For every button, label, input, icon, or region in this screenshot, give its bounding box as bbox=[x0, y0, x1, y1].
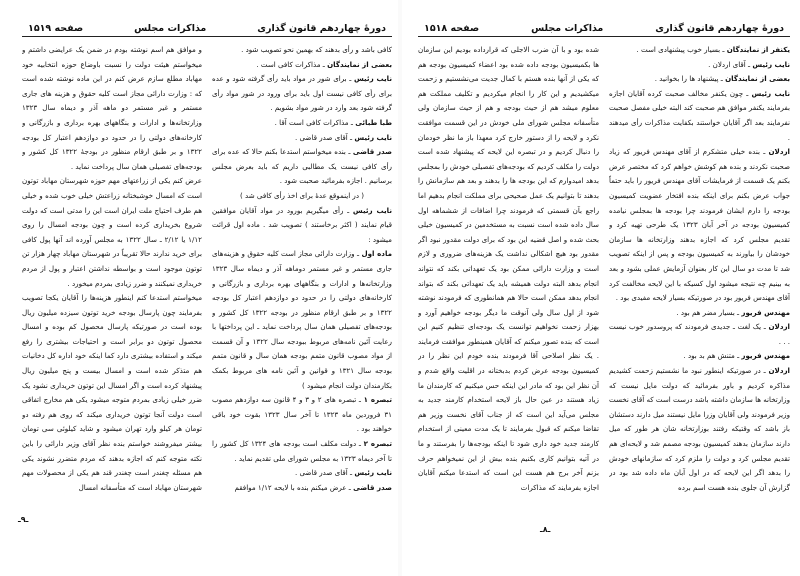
speaker-name: نایب رئیس bbox=[751, 88, 790, 98]
speaker-name: یکنفر از نمایندگان bbox=[726, 45, 790, 54]
paragraph-text: ـ مذاکرات کافی است آقا . bbox=[274, 117, 356, 127]
paragraph-text: ـ وزارت دارائی مجاز است کلیه حقوق و هزینه‌های جاری مستمر و غیر مستمر دوماهه آذر و دیماه سال ۱۳۲۳ وزارتخانه‌ها و ادارات و بنگاههای بهره برداری و بازرگانی و کارخانه‌های دولتی را در حدود دو دوازدهم اعتبار کل بودجه ۱۳۲۲ و بر طبق ارقام منظور در بودجه ۱۳۲۲ کل کشور و بودجه‌های تفصیلی همان سال پرداخت نماید ـ این پرداختها با رعایت آئین نامه‌های مربوط ببودجه سال ۱۳۲۲ و آن قسمت از مواد مصوب قانون متمم بودجه همان سال و قانون متمم بودجه سال ۱۳۲۱ و قوانین و آئین نامه های مربوط بکمک بکارمندان دولت انجام میشود ) bbox=[212, 249, 392, 390]
paragraph-text: ـ آقای صدر قاضی . bbox=[295, 132, 355, 142]
paragraph bbox=[212, 145, 392, 189]
page-1518 bbox=[400, 0, 800, 576]
speaker-name: مهندس فریور bbox=[741, 307, 790, 317]
page-footer-number: ـ۸ـ bbox=[540, 525, 551, 534]
paragraph-text: ـ آقای اردلان . bbox=[708, 59, 753, 69]
column-left bbox=[418, 43, 599, 558]
paragraph bbox=[22, 291, 202, 495]
paragraph bbox=[609, 72, 790, 87]
paragraph bbox=[212, 393, 392, 437]
speaker-name: نایب رئیس bbox=[752, 59, 790, 69]
session-title: دورهٔ چهاردهم قانون گذاری bbox=[655, 23, 784, 34]
paragraph-text: ـ بسیار مضر هم بود . bbox=[676, 307, 742, 317]
paragraph bbox=[212, 437, 392, 466]
paragraph-text: ـ بنده میخواستم استدعا بکنم حالا که عده برای رأی کافی نیست یک مطالبی داریم که باید بعرض مجلس برسانیم . اجازه بفرمائید صحبت شود . bbox=[212, 147, 392, 186]
speaker-name: نایب رئیس bbox=[352, 205, 392, 215]
paragraph-text: کافی باشد و رأی بدهند که بهمین نحو تصویب شود . bbox=[241, 45, 392, 54]
page-number: صفحه ۱۵۱۸ bbox=[424, 23, 480, 34]
paragraph bbox=[212, 72, 392, 116]
text-columns bbox=[22, 43, 392, 558]
paragraph-text: ـ عرض میکنم بنده با لایحه ۱/۱۲ موافقم bbox=[234, 482, 354, 492]
paragraph-text: ـ بنده خیلی متشکرم از آقای مهندس فریور که زیاد صحبت نکردند و بنده هم کوشش خواهم کرد که مختصر عرض بکنم یک قسمت از فرمایشات آقای مهندس فریور را باید حتماً جواب عرض بکنم برای اینکه بنده افتخار عضویت کمیسیون بودجه را دارم ایشان فرمودند چرا بودجه ها بمجلس نیامده کمیسیون بودجه در آخر آبان ۱۳۲۳ یک طرحی تهیه کرد و تقدیم مجلس کرد که اجازه بدهند وزارتخانه ها سازمان خودشان را بیاورند به کمیسیون بودجه و پس از اینکه تصویب شد تا مدت دو سال این کار بعنوان آزمایش عملی بشود و بعد به بینیم چه نتیجه میشود اول کسیکه با این لایحه مخالفت کرد آقای مهندس فریور بود در صورتیکه بسیار لایحه مفیدی بود . bbox=[609, 147, 790, 303]
paragraph bbox=[212, 481, 392, 496]
speaker-name: طبا طبائی bbox=[355, 117, 392, 127]
speaker-name: نایب رئیس bbox=[353, 74, 392, 84]
speaker-name: نایب رئیس bbox=[354, 468, 392, 478]
speaker-name: تبصره ۱ bbox=[363, 395, 392, 405]
paragraph-text: شده بود و با آن ضرب الاجلی که قرارداده بودیم این سازمان ها بکمیسیون بودجه داده شده بود اعضاء کمیسیون بودجه هم که یکی از آنها بنده هستم با کمال جدیت می‌نشستیم و زحمت میکشیدیم و این کار را انجام میکردیم و تکلیف مملکت هم معلوم میشد هم از حیث بودجه و هم از حیث سازمان ولی متأسفانه مجلس شورای ملی خودش در این قسمت موافقت نکرد و لایحه را از دستور خارج کرد معهذا باز ما نظر خودمان را دنبال کردیم و در تبصره این لایحه که پیشنهاد شده است دولت را مکلف کردیم که بودجه‌های تفصیلی خودش را بمجلس بدهد امیدوارم که این بودجه ها را بدهند و بعد هم سازمانش را بدهند تا بتوانیم یک عمل صحیحی برای مملکت انجام بدهیم اما راجع بآن قسمتی که فرمودند چرا اضافات از ششماهه اول سال داده شده است نسبت به مستخدمین در کمیسیون خیلی بحث شده و اصل قضیه این بود که برای دولت مقدور نبود اگر مقدور بود هیچ اشکالی نداشت یک هزینه‌های ضروری و لازم است و وزارت دارائی ممکن بود یک تعهداتی بکند که نتواند انجام بدهد البته دولت همیشه باید یک تعهداتی بکند که بتواند انجام بدهد ممکن است حالا هم همانطوری که فرمودند نوشته شود از اول سال ولی آنوقت ما دیگر بودجه خواهیم آورد و بهزار زحمت نخواهیم توانست یک بودجه‌ای تنظیم کنیم این است که بنده تصور میکنم که آقایان همینطور موافقت فرمایند . یک نظر اصلاحی آقا فرمودند بنده خودم این نظر را در کمیسیون بودجه عرض کردم بدبختانه در اقلیت واقع شدم و آن نظر این بود که مادر این اینکه حس میکنیم که کارمندان ما زیاد هستند در عین حال باز لایحه استخدام کارمند جدید به مجلس می‌آید این است که از جناب آقای نخست وزیر هم تقاضا میکنم که قبول بفرمایند تا یک مدت معینی از استخدام کارمند جدید خود داری شود تا اینکه بودجه‌ها را بفرستند و ما در آتیه بتوانیم کاری بکنیم بنده بیش از این نمیخواهم حرف بزنم آخر برج هم هست این است که استدعا میکنم آقایان اجازه بفرمایند که مذاکرات bbox=[418, 45, 599, 492]
page-header bbox=[22, 20, 392, 37]
paragraph bbox=[609, 306, 790, 321]
paragraph bbox=[212, 43, 392, 58]
paragraph bbox=[212, 131, 392, 146]
paragraph bbox=[609, 364, 790, 495]
paragraph bbox=[212, 247, 392, 393]
speaker-name: بعضی از نمایندگان bbox=[725, 74, 790, 84]
paragraph-text: ـ پیشنهاد ها را بخوانید . bbox=[654, 74, 726, 84]
paragraph-text: ( در اینموقع عدهٔ برای اخذ رأی کافی شد ) bbox=[239, 190, 365, 200]
paragraph bbox=[212, 204, 392, 248]
paragraph bbox=[22, 43, 202, 174]
column-left bbox=[22, 43, 202, 558]
paragraph bbox=[609, 349, 790, 364]
header-center-title: مذاکرات مجلس bbox=[134, 23, 207, 34]
paragraph-text: ـ در صورتیکه اینطور نبود ما نشستیم زحمت کشیدیم مذاکره کردیم و باور بفرمائید که دولت مایل نیست که وزارتخانه ها سازمان داشته باشد درست است که آقای نخست وزیر فرمودند ولی آقایان وزرا مایل نیستند میل دارند دستشان باز باشد که وقتیکه رفتند بوزارتخانه شان هر طور که میل دارند سازمان بدهند کمیسیون بودجه مصمم شد و لایحه‌ای هم تقدیم مجلس کرد و دولت را ملزم کرد که سازمانهای خودش را بدهد اگر این لایحه که در اول آبان ماه داده شد بود در گزارش آن جلوی بنده هست اسم برده bbox=[609, 366, 790, 492]
column-right bbox=[609, 43, 790, 558]
text-columns bbox=[418, 43, 790, 558]
paragraph bbox=[212, 116, 392, 131]
paragraph-text: و موافق هم اسم نوشته بودم در ضمن یک عرایضی داشتم و میخواستم هیئت دولت را نسبت باوضاع حوزه انتخابیه خود مهاباد مطلع سازم عرض کنم در این ماده نوشته شده است که : وزارت دارائی مجاز است کلیه حقوق و هزینه های جاری مستمر و غیر مستمر دو ماهه آذر و دیماه سال ۱۳۲۳ وزارتخانه‌ها و ادارات و بنگاههای بهره برداری و بازرگانی و کارخانه‌های دولتی را در حدود دو دوازدهم اعتبار کل بودجه ۱۳۲۲ و بر طبق ارقام منظور در بودجهٔ ۱۳۲۲ کل کشور و بودجه‌های تفصیلی همان سال پرداخت نماید . bbox=[22, 45, 202, 171]
paragraph bbox=[212, 58, 392, 73]
paragraph bbox=[609, 145, 790, 306]
paragraph bbox=[418, 43, 599, 495]
speaker-name: تبصره ۲ bbox=[363, 439, 392, 449]
speaker-name: اردلان bbox=[768, 366, 790, 376]
paragraph-text: ـ آقای صدر قاضی . bbox=[295, 468, 355, 478]
speaker-name: صدر قاضی bbox=[353, 482, 392, 492]
column-right bbox=[212, 43, 392, 558]
page-number: صفحه ۱۵۱۹ bbox=[28, 23, 84, 34]
paragraph bbox=[212, 466, 392, 481]
paragraph bbox=[609, 43, 790, 58]
page-header bbox=[418, 20, 790, 37]
paragraph bbox=[609, 320, 790, 349]
paragraph bbox=[22, 174, 202, 291]
paragraph-text: عرض کنم یکی از زراعتهای مهم حوزه شهرستان مهاباد توتون است که امسال خوشبختانه زراعتش خیلی خوب شده و خیلی هم طرف احتیاج ملت ایران است این را مدتی است که دولت شروع بخریداری کرده است و چون بودجه امسال را روی ۱/۱۲ یا ۲/۱۲ ـ سال ۱۳۲۲ به مجلس آورده اند آنها پول کافی برای خرید ندارند حالا تقریباً در شهرستان مهاباد چهار هزار تن توتون موجود است و بواسطه نداشتن اعتبار و پول از مردم خریداری نمیکنند و ضرر زیادی بمردم میخورد . bbox=[22, 176, 202, 288]
header-center-title: مذاکرات مجلس bbox=[531, 23, 604, 34]
speaker-name: ماده اول bbox=[361, 249, 392, 259]
page-footer-number: ـ۹ـ bbox=[18, 515, 29, 524]
paragraph-text: ـ چون یکنفر مخالف صحبت کرده آقایان اجازه بفرمایند یکنفر موافق هم صحبت کند البته خیلی مفصل صحبت نفرمایند بعد اگر آقایان خواستند بکفایت مذاکرات رأی میدهند . bbox=[609, 88, 790, 142]
speaker-name: مهندس فریور bbox=[741, 351, 790, 361]
speaker-name: صدر قاضی bbox=[352, 147, 392, 157]
paragraph-text: ـ یک لغت ـ جدیدی فرمودند که پروسدور خوب نیست . . . bbox=[609, 322, 790, 346]
speaker-name: بعضی از نمایندگان bbox=[327, 59, 392, 69]
paragraph-text: میخواستم استدعا کنم اینطور هزینه‌ها را آقایان یکجا تصویب بفرمایند چون پارسال بودجه خرید توتون سیزده میلیون ریال بوده است در صورتیکه پارسال محصول کم بوده و امسال محصول توتون دو برابر است و احتیاجات بیشتری را رفع میکند و استفاده بیشتری دارد کما اینکه خود اداره کل دخانیات هم متذکر شده است و امسال بیست و پنج میلیون ریال پیشنهاد کرده است و اگر امسال این توتون خریداری نشود یک ضرر خیلی زیادی بمردم متوجه میشود یکی هم مخارج اتفاقی است دولت آنجا توتون خریداری میکند که روی هم رفته دو تومان هر کیلو وارد تهران میشود و شاید کیلوئی سی تومان بیشتر میفروشند خواستم بنده نظر آقای وزیر دارائی را باین نکته متوجه کنم که اجازه بدهند که مردم متضرر نشوند یکی هم مسئله چغندر است چغندر قند هم یکی از محصولات مهم شهرستان مهاباد است که متأسفانه امسال bbox=[22, 293, 202, 492]
paragraph-text: ـ رأی میگیریم بورود در مواد آقایان موافقین قیام نمایند ( اکثر برخاستند ) تصویب شد . ماده اول قرائت میشود : bbox=[212, 205, 392, 244]
paragraph-text: ـ متنش هم بد بود . bbox=[683, 351, 742, 361]
paragraph-text: ـ مذاکرات کافی است . bbox=[256, 59, 328, 69]
paragraph-text: ـ برای شور در مواد باید رأی گرفته شود و عده برای رأی کافی نیست اول باید برای ورود در شور مواد رأی گرفته شود بعد وارد در شور مواد بشویم . bbox=[212, 74, 392, 113]
paragraph-text: ـ تبصره های ۲ و ۳ و ۴ قانون سه دوازدهم مصوب ۳۱ فروردین ماه ۱۳۲۳ تا آخر سال ۱۳۲۳ بقوت خود باقی خواهند بود . bbox=[212, 395, 392, 434]
speaker-name: نایب رئیس bbox=[354, 132, 392, 142]
paragraph-text: ـ دولت مکلف است بودجه های ۱۳۲۴ کل کشور را تا آخر دیماه ۱۳۲۳ به مجلس شورای ملی تقدیم نماید . bbox=[212, 439, 392, 463]
paragraph bbox=[212, 189, 392, 204]
paragraph bbox=[609, 87, 790, 145]
session-title: دورهٔ چهاردهم قانون گذاری bbox=[257, 23, 386, 34]
paragraph bbox=[609, 58, 790, 73]
speaker-name: اردلان bbox=[768, 147, 790, 157]
speaker-name: اردلان bbox=[768, 322, 790, 332]
paragraph-text: ـ بسیار خوب پیشنهادی است . bbox=[636, 45, 727, 54]
